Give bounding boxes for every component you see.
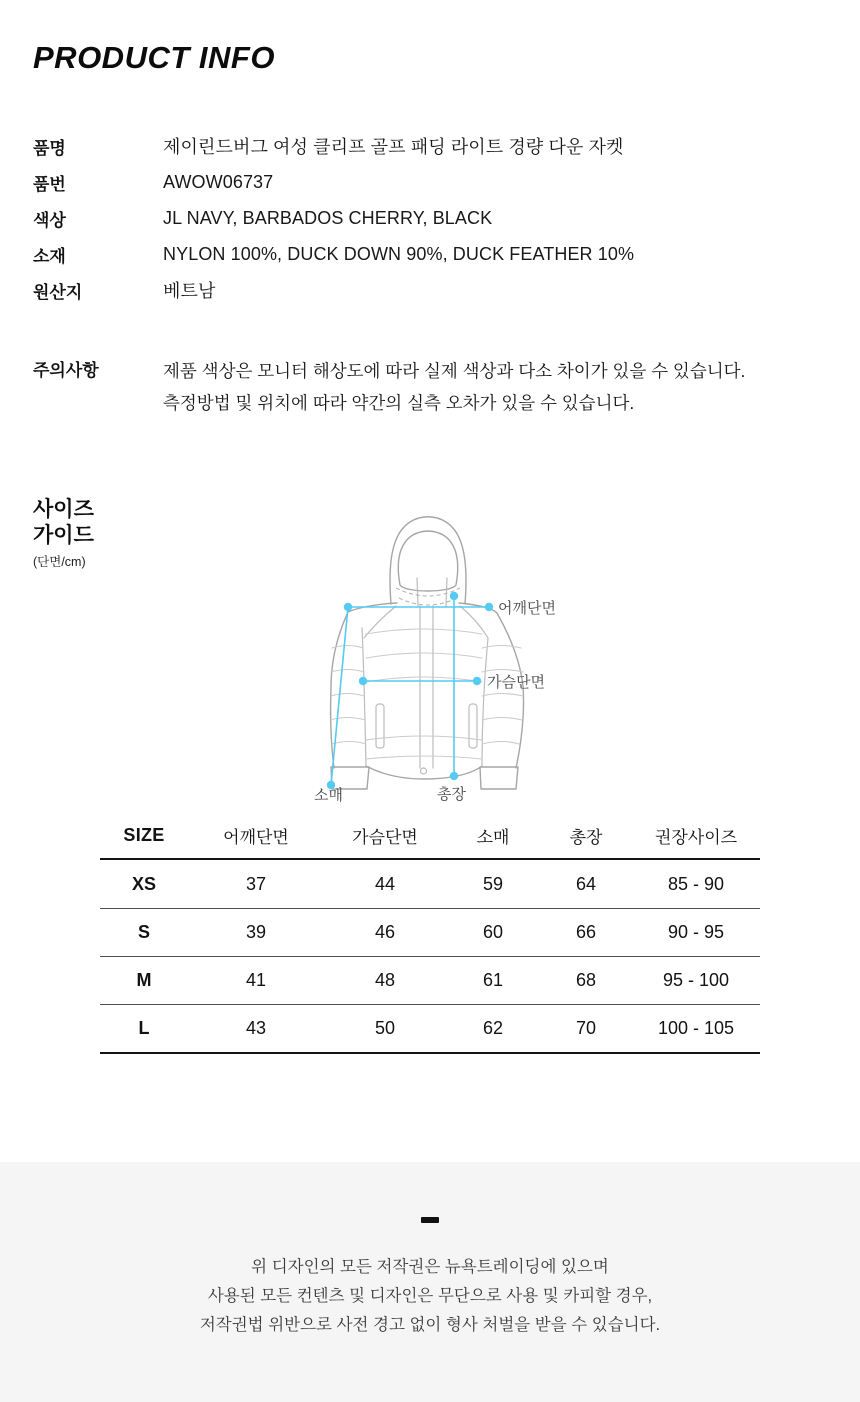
caution-section (33, 355, 833, 419)
detail-row-code (33, 164, 823, 200)
length-measure-label: 총장 (437, 786, 466, 803)
size-cell: 43 (188, 1004, 324, 1052)
size-cell: 64 (575, 873, 597, 894)
size-table-header: 총장 (540, 812, 632, 860)
copyright-line: 저작권법 위반으로 사전 경고 없이 형사 처벌을 받을 수 있습니다. (199, 1316, 661, 1334)
caution-text (163, 355, 745, 419)
size-cell: 68 (540, 956, 632, 1004)
product-details (33, 128, 823, 308)
quilt-lines (330, 629, 523, 759)
detail-value: NYLON 100%, DUCK DOWN 90%, DUCK FEATHER 10% (163, 243, 635, 264)
detail-label: 소재 (33, 246, 66, 266)
size-table-header: 권장사이즈 (632, 812, 760, 860)
size-cell: 39 (188, 908, 324, 956)
detail-value: 제이린드버그 여성 클리프 골프 패딩 라이트 경량 다운 자켓 (163, 137, 624, 157)
size-cell: 62 (446, 1004, 540, 1052)
sleeve-measure-label: 소매 (314, 787, 343, 804)
size-cell: 50 (324, 1004, 446, 1052)
chest-measure-label: 가슴단면 (487, 674, 545, 691)
size-guide-unit: (단면/cm) (33, 555, 86, 569)
size-guide-title-line1: 사이즈 (33, 498, 94, 521)
size-cell: 61 (446, 956, 540, 1004)
size-row-label: XS (131, 873, 156, 894)
copyright-text (200, 1253, 660, 1340)
caution-label: 주의사항 (33, 361, 99, 380)
detail-label: 원산지 (33, 282, 83, 302)
size-cell: 90 - 95 (632, 908, 760, 956)
copyright-line: 사용된 모든 컨텐츠 및 디자인은 무단으로 사용 및 카피할 경우, (207, 1287, 653, 1305)
size-cell: 70 (540, 1004, 632, 1052)
detail-row-color (33, 200, 823, 236)
shoulder-measure-label: 어깨단면 (498, 600, 556, 617)
size-cell: 60 (446, 908, 540, 956)
copyright-footer (0, 1162, 860, 1402)
caution-line: 제품 색상은 모니터 해상도에 따라 실제 색상과 다소 차이가 있을 수 있습니다. (163, 361, 746, 381)
detail-value: JL NAVY, BARBADOS CHERRY, BLACK (163, 207, 493, 228)
detail-label: 품번 (33, 174, 66, 194)
size-table (100, 812, 760, 1054)
size-cell: 44 (374, 873, 396, 894)
size-cell: 41 (188, 956, 324, 1004)
size-cell: 37 (245, 873, 267, 894)
size-row-label: M (100, 956, 188, 1004)
size-table-header: SIZE (100, 812, 188, 860)
detail-label: 색상 (33, 210, 66, 230)
size-table-header: 소매 (446, 812, 540, 860)
jacket-diagram-svg (295, 490, 575, 810)
size-cell: 85 - 90 (667, 873, 725, 894)
detail-row-name (33, 128, 823, 164)
detail-label: 품명 (33, 138, 66, 158)
detail-value: 베트남 (163, 281, 216, 301)
size-guide-heading (33, 497, 94, 570)
size-cell: 59 (482, 873, 504, 894)
jacket-measurement-diagram (295, 490, 575, 810)
size-cell: 66 (540, 908, 632, 956)
detail-row-origin (33, 272, 823, 308)
dash-divider (421, 1217, 439, 1223)
size-table-header: 어깨단면 (188, 812, 324, 860)
size-cell: 46 (324, 908, 446, 956)
size-cell: 48 (324, 956, 446, 1004)
caution-line: 측정방법 및 위치에 따라 약간의 실측 오차가 있을 수 있습니다. (163, 393, 635, 413)
size-row-label: L (100, 1004, 188, 1052)
size-cell: 95 - 100 (632, 956, 760, 1004)
size-table-header: 가슴단면 (324, 812, 446, 860)
copyright-line: 위 디자인의 모든 저작권은 뉴욕트레이딩에 있으며 (251, 1258, 609, 1276)
page-title: PRODUCT INFO (33, 40, 275, 75)
measurement-dots (327, 592, 493, 789)
size-guide-title-line2: 가이드 (33, 524, 94, 547)
size-row-label: S (100, 908, 188, 956)
detail-row-material (33, 236, 823, 272)
size-cell: 100 - 105 (632, 1004, 760, 1052)
detail-value: AWOW06737 (163, 171, 274, 192)
